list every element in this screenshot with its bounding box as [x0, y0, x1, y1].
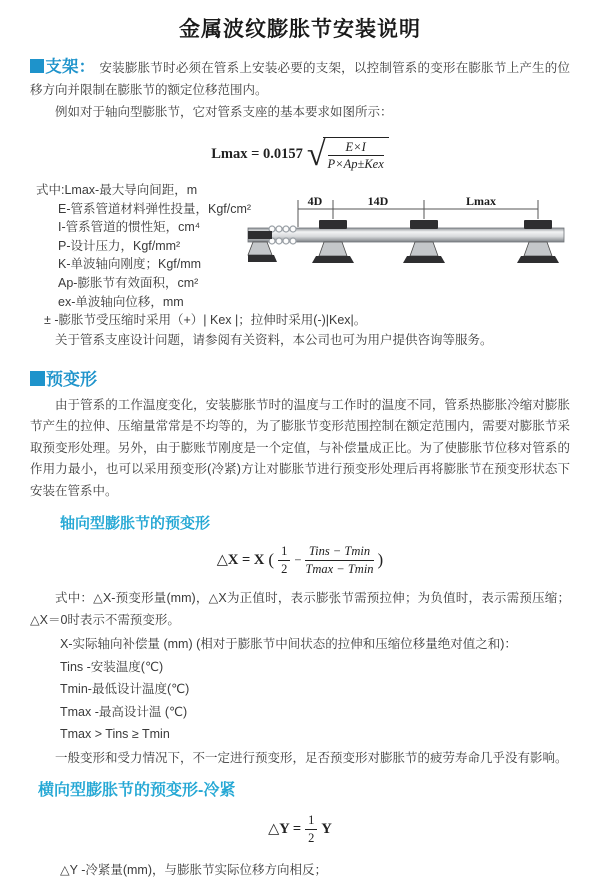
- section-square-icon: [30, 59, 44, 73]
- lmax-fraction: [328, 140, 384, 172]
- param-line: 式中:Lmax-最大导向间距，m: [36, 183, 198, 197]
- close-paren: ): [377, 550, 384, 570]
- pipe-support-diagram: [248, 192, 570, 284]
- axial-item: 一般变形和受力情况下，不一定进行预变形，足否预变形对膨胀节的疲劳寿命几乎没有影响。: [55, 750, 568, 765]
- minus-sign: −: [294, 552, 302, 567]
- axial-subheading: 轴向型膨胀节的预变形: [60, 515, 211, 533]
- lmax-formula: [30, 132, 570, 176]
- support-section-heading: 支架：: [45, 58, 96, 76]
- support-note-line: 关于管系支座设计问题，请参阅有关资料，本公司也可为用户提供咨询等服务。: [55, 332, 493, 347]
- lateral-formula-rhs: Y: [321, 820, 332, 837]
- param-line: P-设计压力，Kgf/mm²: [58, 238, 181, 253]
- square-root: [307, 137, 389, 172]
- temperature-fraction: [305, 544, 373, 576]
- axial-formula-lhs: △X = X: [216, 552, 265, 569]
- param-line: ex-单波轴向位移，mm: [58, 294, 184, 309]
- fraction-numerator: E×I: [328, 140, 384, 156]
- dim-label-lmax: Lmax: [466, 194, 496, 208]
- one-half-fraction: $\frac{1}{2}$: [305, 813, 317, 845]
- axial-item: Tmax -最高设计温 (℃): [60, 704, 188, 719]
- lateral-formula-lhs: △Y =: [268, 821, 302, 838]
- open-paren: (: [268, 550, 275, 570]
- param-line: K-单波轴向刚度；Kgf/mm: [58, 257, 202, 272]
- section-square-icon: [30, 371, 45, 386]
- lateral-formula: [30, 812, 570, 846]
- param-line: E-管系管道材料弹性投量，Kgf/cm²: [58, 201, 252, 216]
- pipe-support-diagram-svg: [248, 192, 570, 284]
- fraction-denominator: Tmax − Tmin: [305, 561, 374, 576]
- page-title: 金属波纹膨胀节安装说明: [179, 18, 421, 41]
- lmax-formula-lhs: Lmax = 0.0157: [211, 145, 303, 162]
- axial-item: Tmin-最低设计温度(℃): [60, 682, 190, 697]
- param-line: Ap-膨胀节有效面积，cm²: [58, 275, 199, 290]
- axial-item: Tins -安装温度(℃): [60, 659, 164, 674]
- support-example-line: 例如对于轴向型膨胀节，它对管系支座的基本要求如图所示：: [55, 105, 393, 119]
- fraction-numerator: Tins − Tmin: [305, 544, 373, 560]
- axial-parameter-list: [30, 635, 570, 768]
- lateral-explain-line: △Y -冷紧量(mm)，与膨胀节实际位移方向相反；: [60, 863, 328, 878]
- axial-item: Tmax > Tins ≥ Tmin: [60, 727, 170, 742]
- dim-label-4d: 4D: [307, 194, 323, 208]
- dim-label-14d: 14D: [367, 194, 389, 208]
- param-line: I-管系管道的惯性矩，cm⁴: [58, 220, 201, 235]
- predeform-paragraph: 由于管系的工作温度变化，安装膨胀节时的温度与工作时的温度不同，管系热膨胀冷缩对膨胀节产生的拉伸、压缩量常常是不均等的，为了膨胀节变形范围控制在额定范围内，需要对膨胀节采取预变形处理。另外，由于膨账节刚度是一个定值，与补偿量成正比。为了使膨胀节位移对管系的作用力最小，也可以采用预变形(冷紧)方让对膨胀节进行预变形处理后再将膨胀节在预变形状态下安装在管系中。: [30, 397, 570, 498]
- axial-formula: [30, 542, 570, 578]
- support-intro-paragraph: [30, 56, 570, 101]
- lateral-subheading: 横向型膨胀节的预变形-冷紧: [38, 782, 236, 800]
- radical-sign-icon: √: [306, 136, 326, 173]
- one-half-fraction: $\frac{1}{2}$: [278, 544, 290, 576]
- axial-explain-paragraph: 式中：△X-预变形量(mm)，△X为正值时，表示膨张节需预拉伸；为负值时，表示需预压缩；△X＝0时表示不需预变形。: [30, 591, 570, 628]
- axial-item: X-实际轴向补偿量 (mm) (相对于膨胀节中间状态的拉伸和压缩位移量绝对值之和)：: [60, 637, 517, 652]
- support-intro-text: 安装膨胀节时必须在管系上安装必要的支架，以控制管系的变形在膨胀节上产生的位移方向并限制在膨胀节的额定位移范围内。: [30, 61, 570, 97]
- fraction-denominator: P×Ap±Kex: [327, 157, 384, 171]
- param-line: ± -膨胀节受压缩时采用（+）| Kex |；拉伸时采用(-)|Kex|。: [44, 313, 367, 328]
- predeform-section-heading: 预变形: [30, 365, 570, 390]
